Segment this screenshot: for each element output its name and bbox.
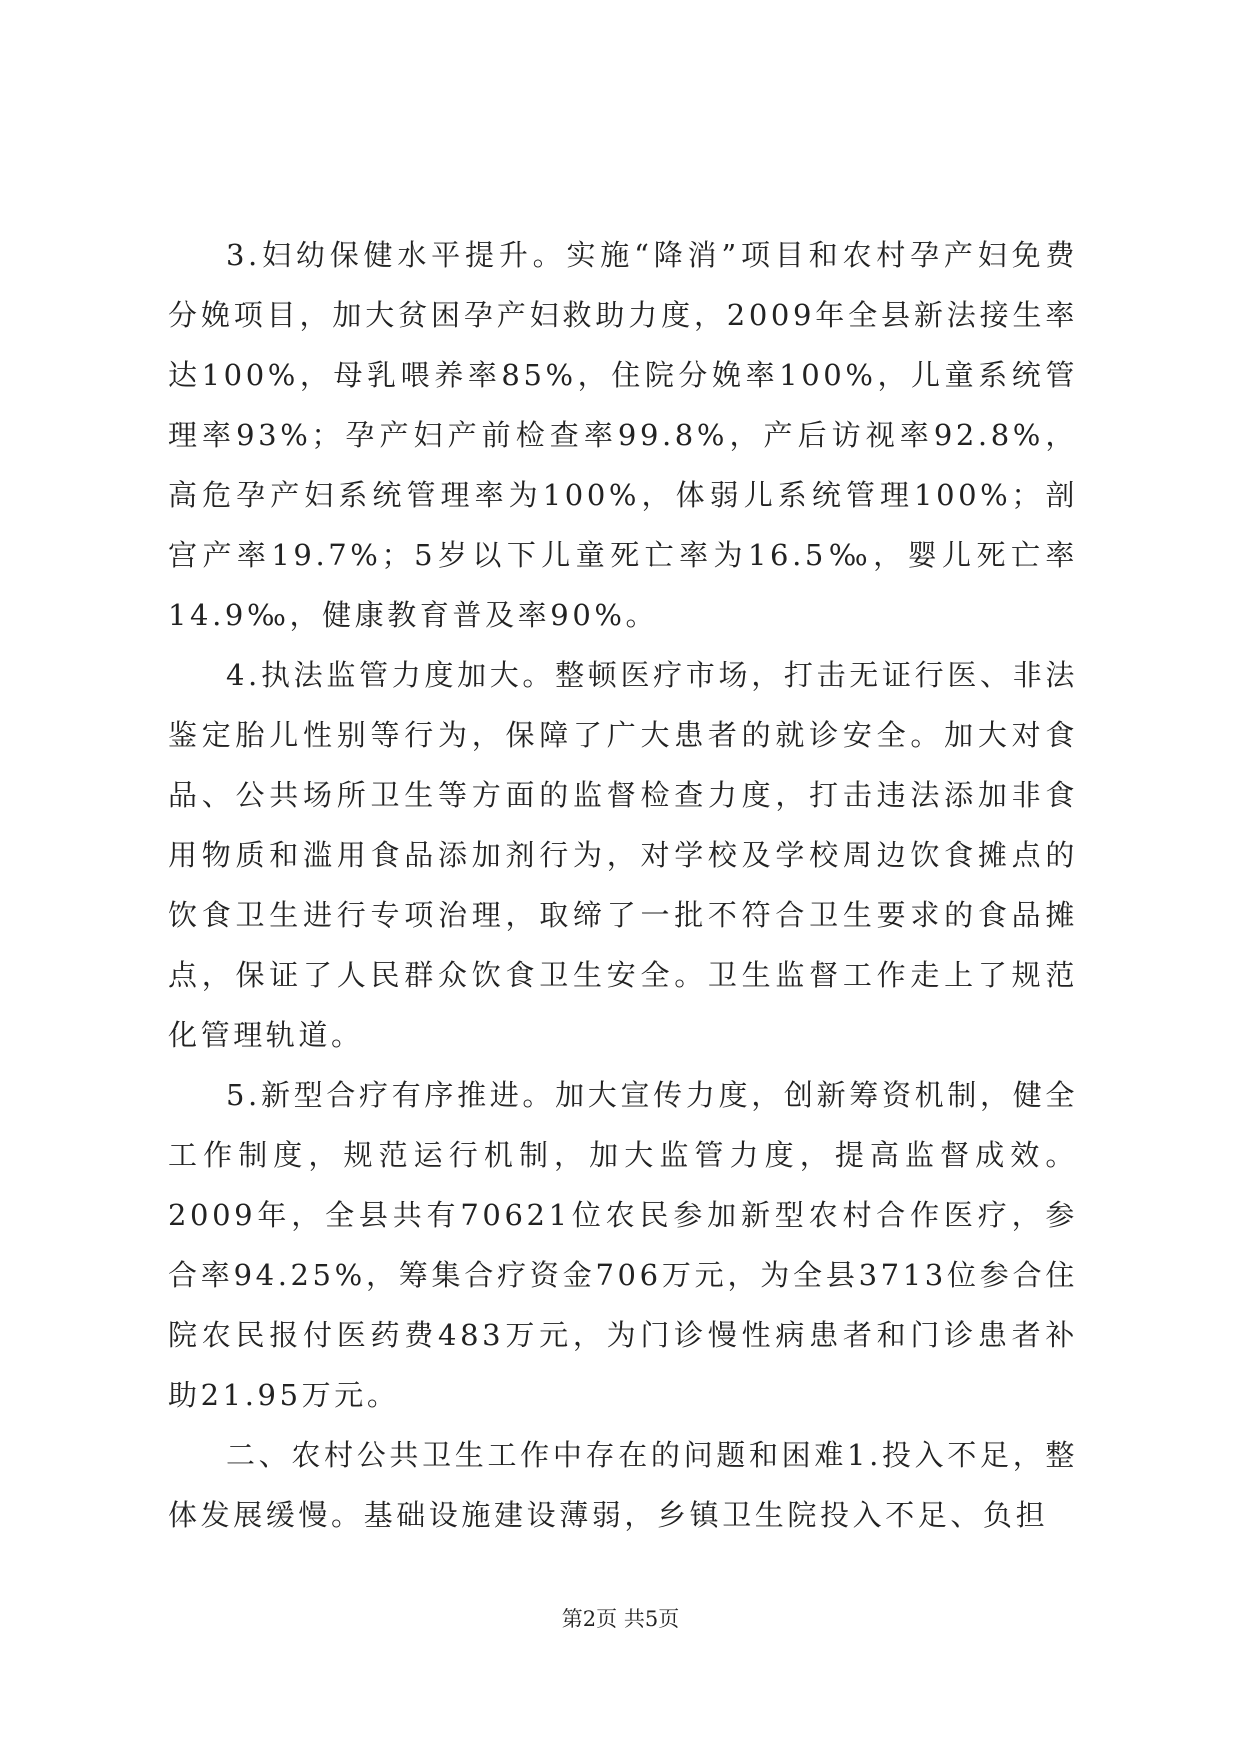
- paragraph-problems: 二、农村公共卫生工作中存在的问题和困难1.投入不足，整体发展缓慢。基础设施建设薄弱，乡镇卫生院投入不足、负担: [168, 1438, 1078, 1532]
- paragraph-cooperative-medical: 5.新型合疗有序推进。加大宣传力度，创新筹资机制，健全工作制度，规范运行机制，加大监管力度，提高监督成效。2009年，全县共有70621位农民参加新型农村合作医疗，参合率94.25%，筹集合疗资金706万元，为全县3713位参合住院农民报付医药费483万元，为门诊慢性病患者和门诊患者补助21.95万元。: [168, 1078, 1078, 1412]
- paragraph-law-enforcement: 4.执法监管力度加大。整顿医疗市场，打击无证行医、非法鉴定胎儿性别等行为，保障了广大患者的就诊安全。加大对食品、公共场所卫生等方面的监督检查力度，打击违法添加非食用物质和滥用食品添加剂行为，对学校及学校周边饮食摊点的饮食卫生进行专项治理，取缔了一批不符合卫生要求的食品摊点，保证了人民群众饮食卫生安全。卫生监督工作走上了规范化管理轨道。: [168, 658, 1078, 1052]
- document-body: [168, 225, 1078, 1545]
- page-footer: 第2页 共5页: [561, 1607, 680, 1631]
- paragraph-maternal-child-health: 3.妇幼保健水平提升。实施“降消”项目和农村孕产妇免费分娩项目，加大贫困孕产妇救助力度，2009年全县新法接生率达100%，母乳喂养率85%，住院分娩率100%，儿童系统管理率93%；孕产妇产前检查率99.8%，产后访视率92.8%，高危孕产妇系统管理率为100%，体弱儿系统管理100%；剖宫产率19.7%；5岁以下儿童死亡率为16.5‰，婴儿死亡率14.9‰，健康教育普及率90%。: [168, 238, 1078, 632]
